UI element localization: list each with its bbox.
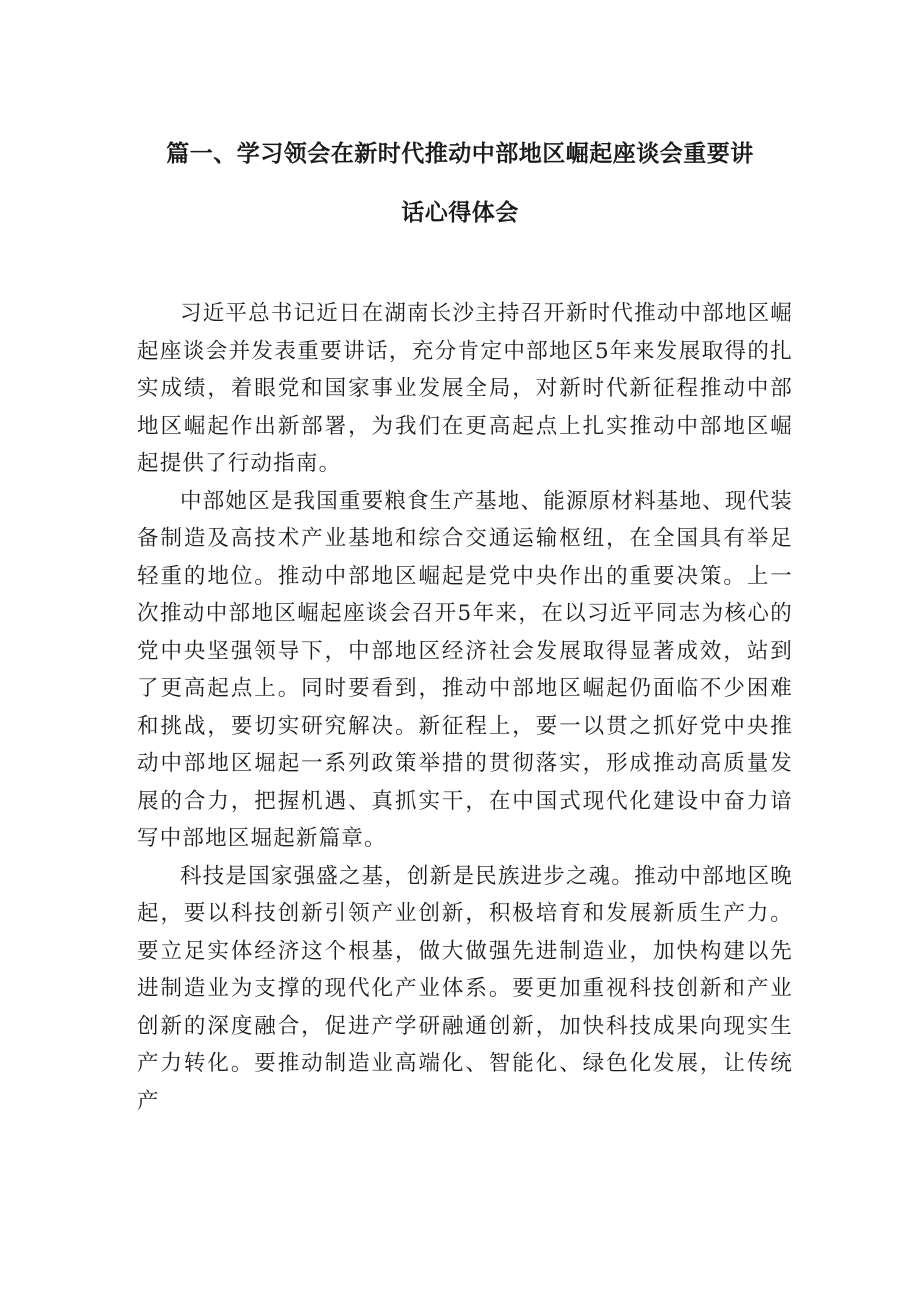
document-title-line-1: 篇一、学习领会在新时代推动中部地区崛起座谈会重要讲 [166,141,754,167]
paragraph: 科技是国家强盛之基，创新是民族进步之魂。推动中部地区晚起，要以科技创新引领产业创新，积极培育和发展新质生产力。要立足实体经济这个根基，做大做强先进制造业，加快构建以先进制造业为支撑的现代化产业体系。要更加重视科技创新和产业创新的深度融合，促进产学研融通创新，加快科技成果向现实生产力转化。要推动制造业高端化、智能化、绿色化发展，让传统产 [137,863,793,1114]
paragraph: 中部她区是我国重要粮食生产基地、能源原材料基地、现代装备制造及高技术产业基地和综合交通运输枢纽，在全国具有举足轻重的地位。推动中部地区崛起是党中央作出的重要决策。上一次推动中部地区崛起座谈会召开5年来，在以习近平同志为核心的党中央坚强领导下，中部地区经济社会发展取得显著成效，站到了更高起点上。同时要看到，推动中部地区崛起仍面临不少困难和挑战，要切实研究解决。新征程上，要一以贯之抓好党中央推动中部地区堀起一系列政策举措的贯彻落实，形成推动高质量发展的合力，把握机遇、真抓实干，在中国式现代化建设中奋力谙写中部地区堀起新篇章。 [137,488,793,851]
document-body [137,295,793,1120]
paragraph: 习近平总书记近日在湖南长沙主持召开新时代推动中部地区崛起座谈会并发表重要讲话，充分肯定中部地区5年来发展取得的扎实成绩，着眼党和国家事业发展全局，对新时代新征程推动中部地区崛起作出新部署，为我们在更高起点上扎实推动中部地区崛起提供了行动指南。 [137,301,793,476]
document-title-line-2: 话心得体会 [401,200,519,226]
